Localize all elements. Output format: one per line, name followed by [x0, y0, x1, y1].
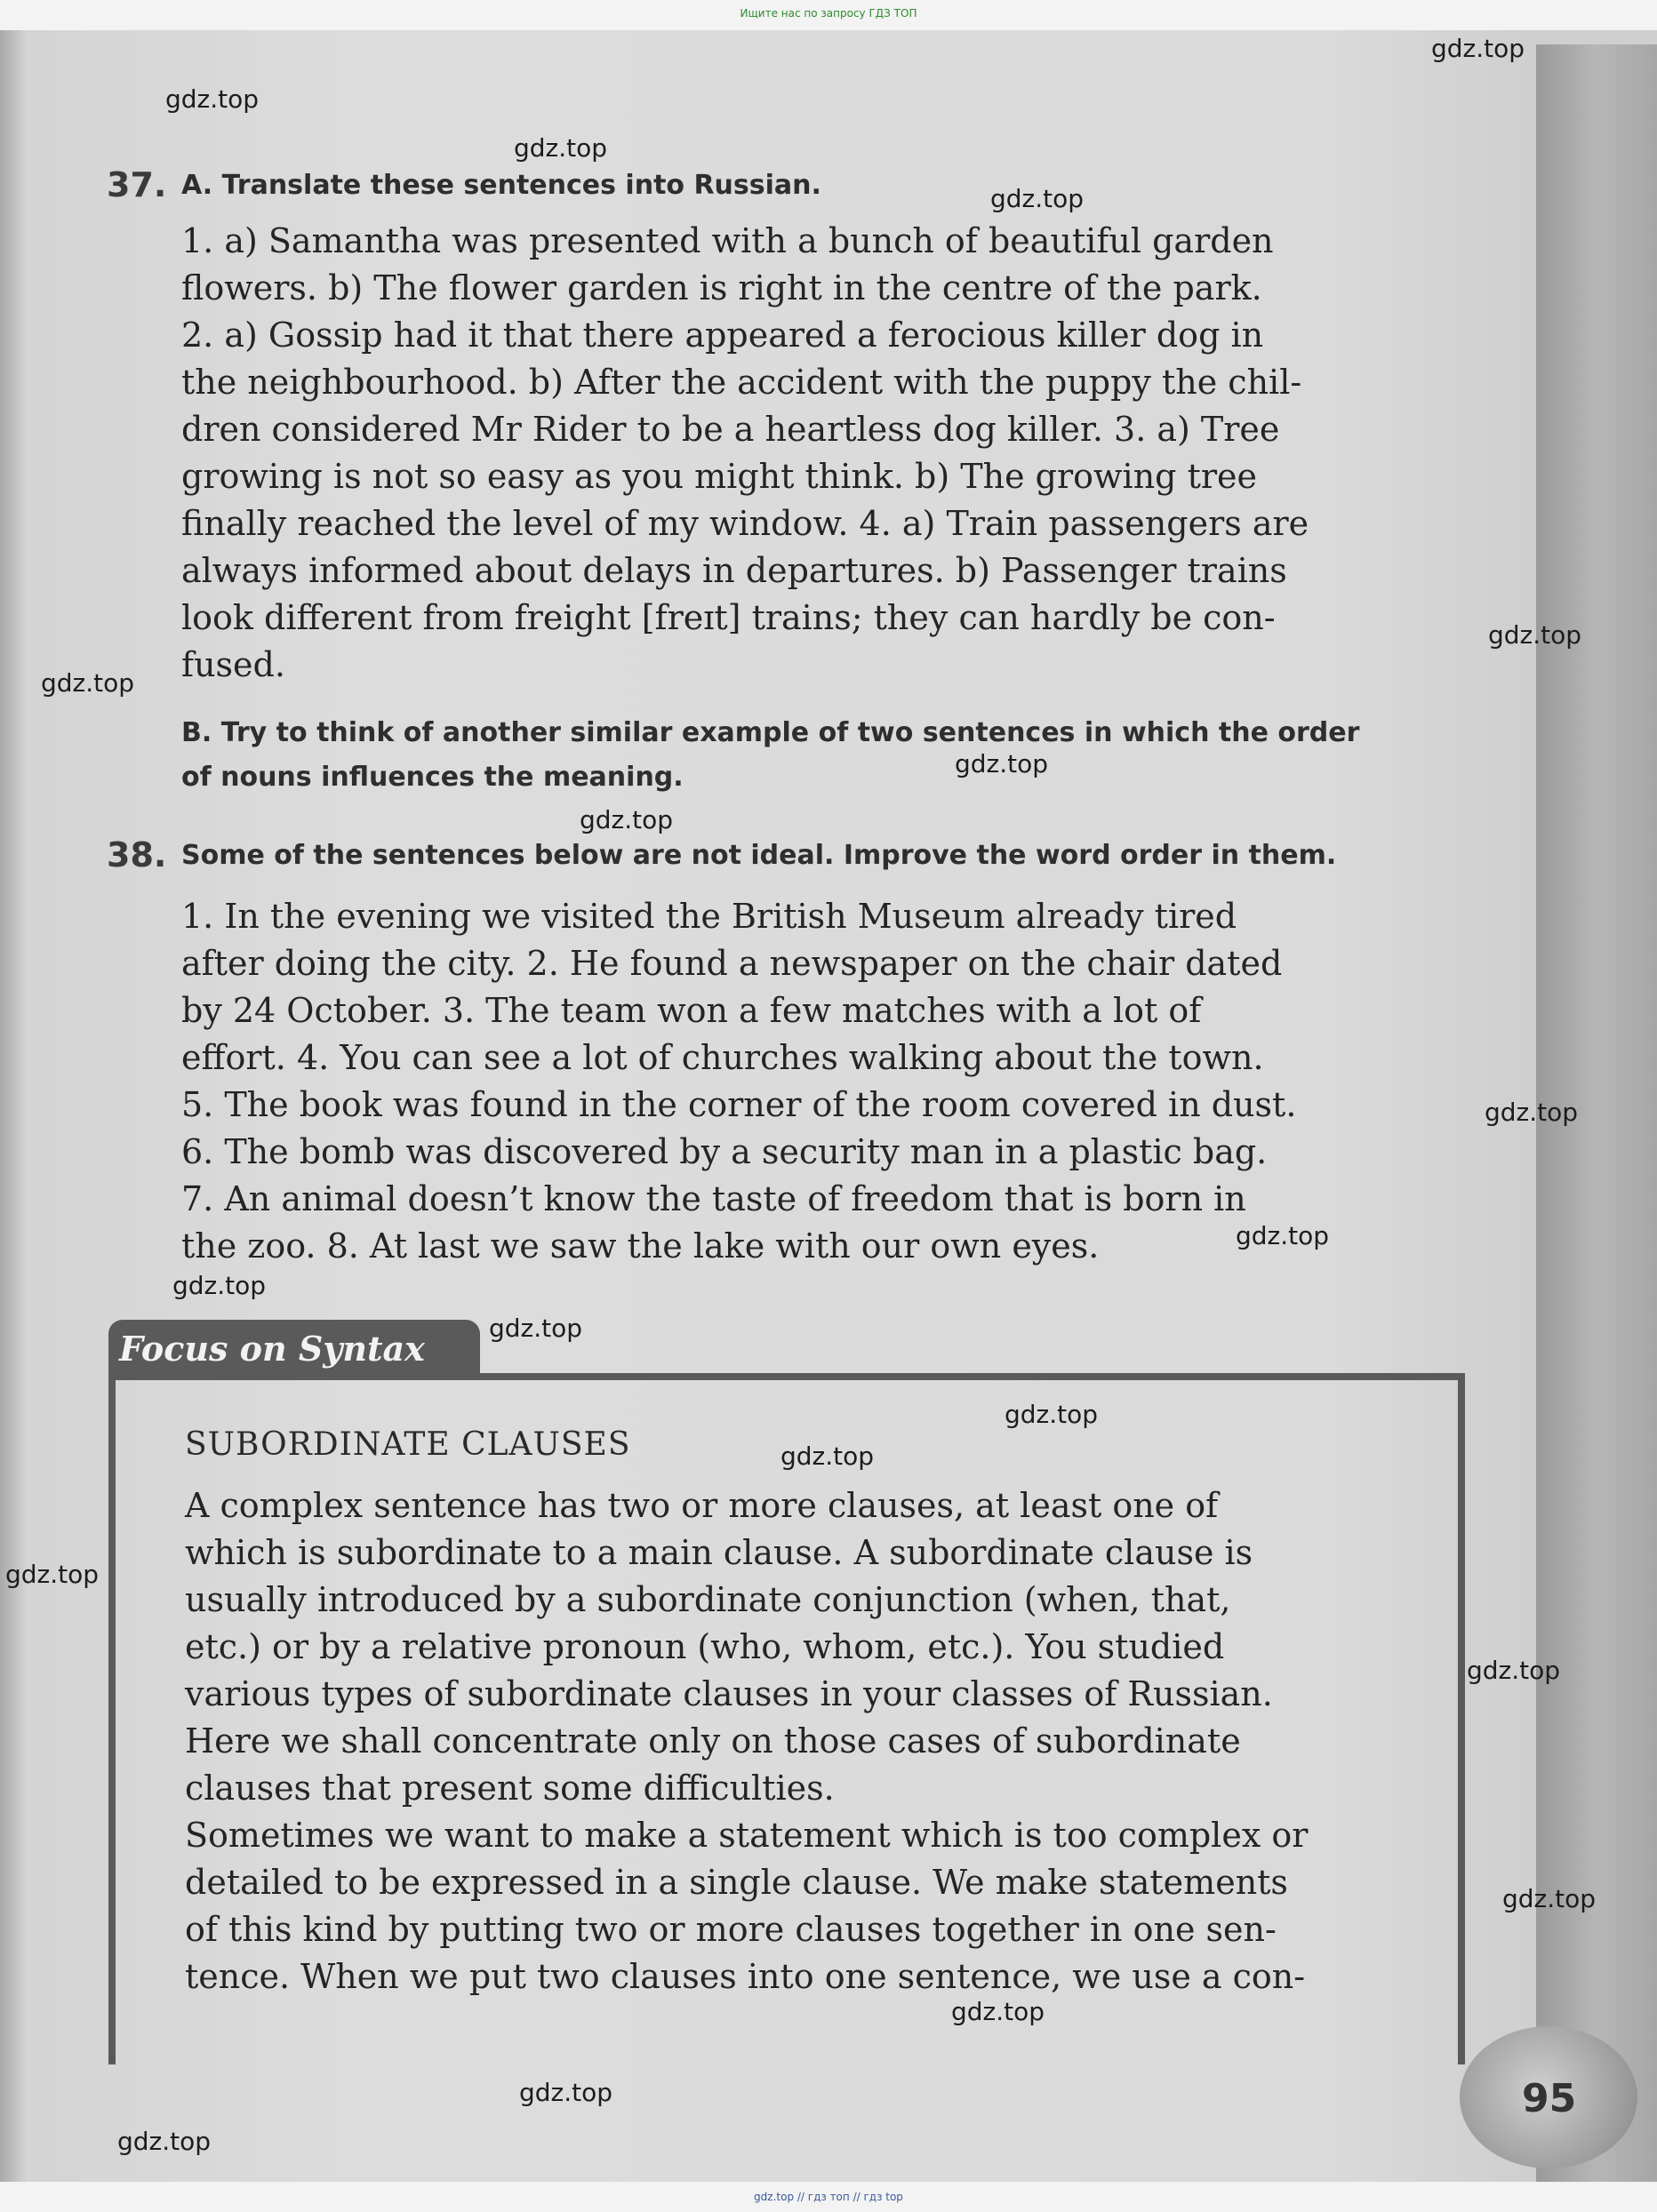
watermark: gdz.top: [951, 1997, 1045, 2026]
exercise-38-task: Some of the sentences below are not ideal. Improve the word order in them.: [181, 840, 1337, 871]
ex37-line: 1. a) Samantha was presented with a bunch of beautiful garden: [181, 221, 1274, 260]
ex37-line: always informed about delays in departures. b) Passenger trains: [181, 551, 1287, 590]
focus-tab-title: Focus on Syntax: [119, 1329, 425, 1369]
focus-line: various types of subordinate clauses in your classes of Russian.: [185, 1674, 1273, 1713]
watermark: gdz.top: [1485, 1098, 1579, 1127]
page-number: 95: [1522, 2076, 1577, 2121]
ex38-line: the zoo. 8. At last we saw the lake with our own eyes.: [181, 1226, 1100, 1266]
ex38-line: effort. 4. You can see a lot of churches walking about the town.: [181, 1038, 1264, 1077]
focus-heading: SUBORDINATE CLAUSES: [185, 1426, 631, 1463]
focus-line: Sometimes we want to make a statement which is too complex or: [185, 1816, 1309, 1855]
watermark: gdz.top: [41, 668, 135, 698]
ex38-line: 7. An animal doesn’t know the taste of freedom that is born in: [181, 1179, 1246, 1218]
watermark: gdz.top: [519, 2078, 613, 2107]
watermark: gdz.top: [1431, 34, 1525, 63]
ex37-task-b-line: of nouns influences the meaning.: [181, 762, 684, 793]
watermark: gdz.top: [780, 1441, 875, 1471]
watermark: gdz.top: [990, 184, 1085, 213]
focus-line: clauses that present some difficulties.: [185, 1769, 835, 1808]
watermark: gdz.top: [1236, 1221, 1330, 1250]
ex37-line: 2. a) Gossip had it that there appeared a ferocious killer dog in: [181, 315, 1264, 355]
focus-line: usually introduced by a subordinate conjunction (when, that,: [185, 1580, 1231, 1619]
ex38-line: after doing the city. 2. He found a newspaper on the chair dated: [181, 944, 1283, 983]
watermark: gdz.top: [1005, 1400, 1099, 1429]
watermark: gdz.top: [580, 805, 674, 834]
focus-text: [185, 1482, 1429, 2000]
focus-line: detailed to be expressed in a single clause. We make statements: [185, 1863, 1288, 1902]
watermark: gdz.top: [172, 1271, 267, 1300]
exercise-37-task-b: [181, 711, 1453, 800]
watermark: gdz.top: [1502, 1884, 1597, 1913]
focus-line: etc.) or by a relative pronoun (who, whom, etc.). You studied: [185, 1627, 1225, 1666]
watermark: gdz.top: [165, 84, 260, 114]
ex37-line: dren considered Mr Rider to be a heartless dog killer. 3. a) Tree: [181, 410, 1280, 449]
focus-line: A complex sentence has two or more clauses, at least one of: [185, 1486, 1219, 1525]
ex37-task-b-line: B. Try to think of another similar example of two sentences in which the order: [181, 717, 1360, 748]
exercise-38-text: [181, 893, 1453, 1270]
focus-line: Here we shall concentrate only on those cases of subordinate: [185, 1721, 1241, 1761]
ex37-line: fused.: [181, 645, 285, 684]
watermark: gdz.top: [5, 1560, 100, 1589]
ex38-line: 6. The bomb was discovered by a security man in a plastic bag.: [181, 1132, 1268, 1171]
top-banner-text: Ищите нас по запросу ГДЗ ТОП: [740, 7, 917, 20]
ex37-line: the neighbourhood. b) After the accident with the puppy the chil-: [181, 363, 1302, 402]
watermark: gdz.top: [955, 749, 1049, 779]
focus-line: of this kind by putting two or more clauses together in one sen-: [185, 1910, 1277, 1949]
exercise-38-number: 38.: [107, 835, 167, 874]
ex38-line: 1. In the evening we visited the British Museum already tired: [181, 897, 1237, 936]
exercise-37-number: 37.: [107, 165, 167, 204]
ex38-line: 5. The book was found in the corner of the room covered in dust.: [181, 1085, 1297, 1124]
bottom-banner: [0, 2182, 1657, 2212]
watermark: gdz.top: [489, 1314, 583, 1343]
ex38-line: by 24 October. 3. The team won a few matches with a lot of: [181, 991, 1202, 1030]
exercise-37-text: [181, 218, 1453, 689]
ex37-line: flowers. b) The flower garden is right in the centre of the park.: [181, 268, 1262, 307]
watermark: gdz.top: [1488, 620, 1582, 650]
ex37-line: finally reached the level of my window. 4. a) Train passengers are: [181, 504, 1309, 543]
watermark: gdz.top: [117, 2127, 212, 2156]
exercise-37-task-a: A. Translate these sentences into Russian.: [181, 170, 821, 201]
top-banner: [0, 0, 1657, 30]
ex37-line: look different from freight [freɪt] trains; they can hardly be con-: [181, 598, 1276, 637]
watermark: gdz.top: [1467, 1656, 1561, 1685]
focus-line: which is subordinate to a main clause. A subordinate clause is: [185, 1533, 1253, 1572]
bottom-banner-text: gdz.top // гдз топ // гдз top: [754, 2191, 903, 2203]
ex37-line: growing is not so easy as you might think. b) The growing tree: [181, 457, 1257, 496]
watermark: gdz.top: [514, 133, 608, 163]
focus-line: tence. When we put two clauses into one sentence, we use a con-: [185, 1957, 1306, 1996]
